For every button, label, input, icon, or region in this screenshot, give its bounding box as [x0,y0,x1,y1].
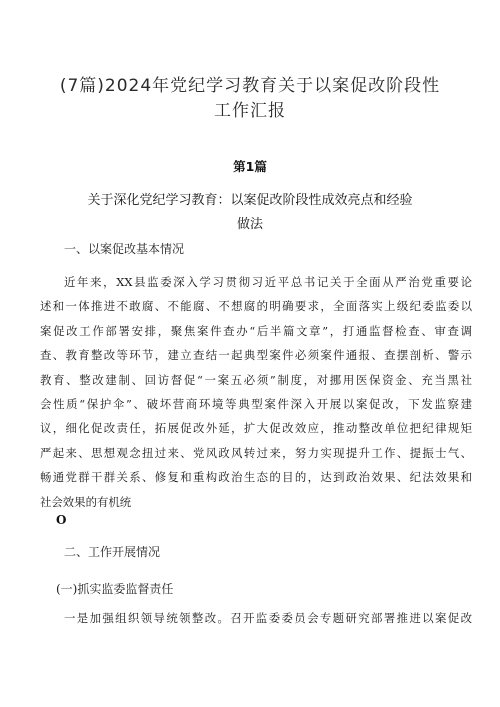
article-subtitle-line-1: 关于深化党纪学习教育：以案促改阶段性成效亮点和经验 [87,193,413,208]
paragraph-line: 议，细化促改责任，拓展促改外延，扩大促改效应，推动整改单位把纪律规矩 [40,421,472,436]
article-subtitle-line-2: 做法 [236,217,263,232]
stray-letter-o: O [56,513,67,527]
paragraph-line: 查、教育整改等环节，建立查结一起典型案件必须案件通报、查摆剖析、警示 [40,348,472,363]
paragraph-line: 一是加强组织领导统领整改。召开监委委员会专题研究部署推进以案促改 [64,611,472,625]
section-heading-2: 二、工作开展情况 [64,545,161,559]
document-title-line-2: 工作汇报 [214,101,286,121]
subsection-heading-1: (一)抓实监委监督责任 [56,582,174,596]
paragraph-line: 严起来、思想观念扭过来、党风政风转过来，努力实现提升工作、提振士气、 [40,445,472,460]
paragraph-line: 述和一体推进不敢腐、不能腐、不想腐的明确要求，全面落实上级纪委监委以 [40,299,472,314]
paragraph-line: 近年来，XX县监委深入学习贯彻习近平总书记关于全面从严治党重要论 [64,275,472,289]
chapter-heading: 第1篇 [233,159,267,174]
document-title-line-1: (7篇)2024年党纪学习教育关于以案促改阶段性 [59,76,441,96]
paragraph-line: 会性质“保护伞”、破坏营商环境等典型案件深入开展以案促改，下发监察建 [40,397,472,412]
paragraph-line: 教育、整改建制、回访督促“一案五必须”制度，对挪用医保资金、充当黑社 [40,372,472,387]
section-heading-1: 一、以案促改基本情况 [64,242,185,256]
paragraph-line: 社会效果的有机统 [40,494,132,509]
body-paragraph-2 [40,606,472,630]
paragraph-line: 畅通党群干群关系、修复和重构政治生态的目的，达到政治效果、纪法效果和 [40,470,472,485]
paragraph-line: 案促改工作部署安排，聚焦案件查办“后半篇文章”，打通监督检查、审查调 [40,323,472,338]
body-paragraph-1 [40,270,472,514]
